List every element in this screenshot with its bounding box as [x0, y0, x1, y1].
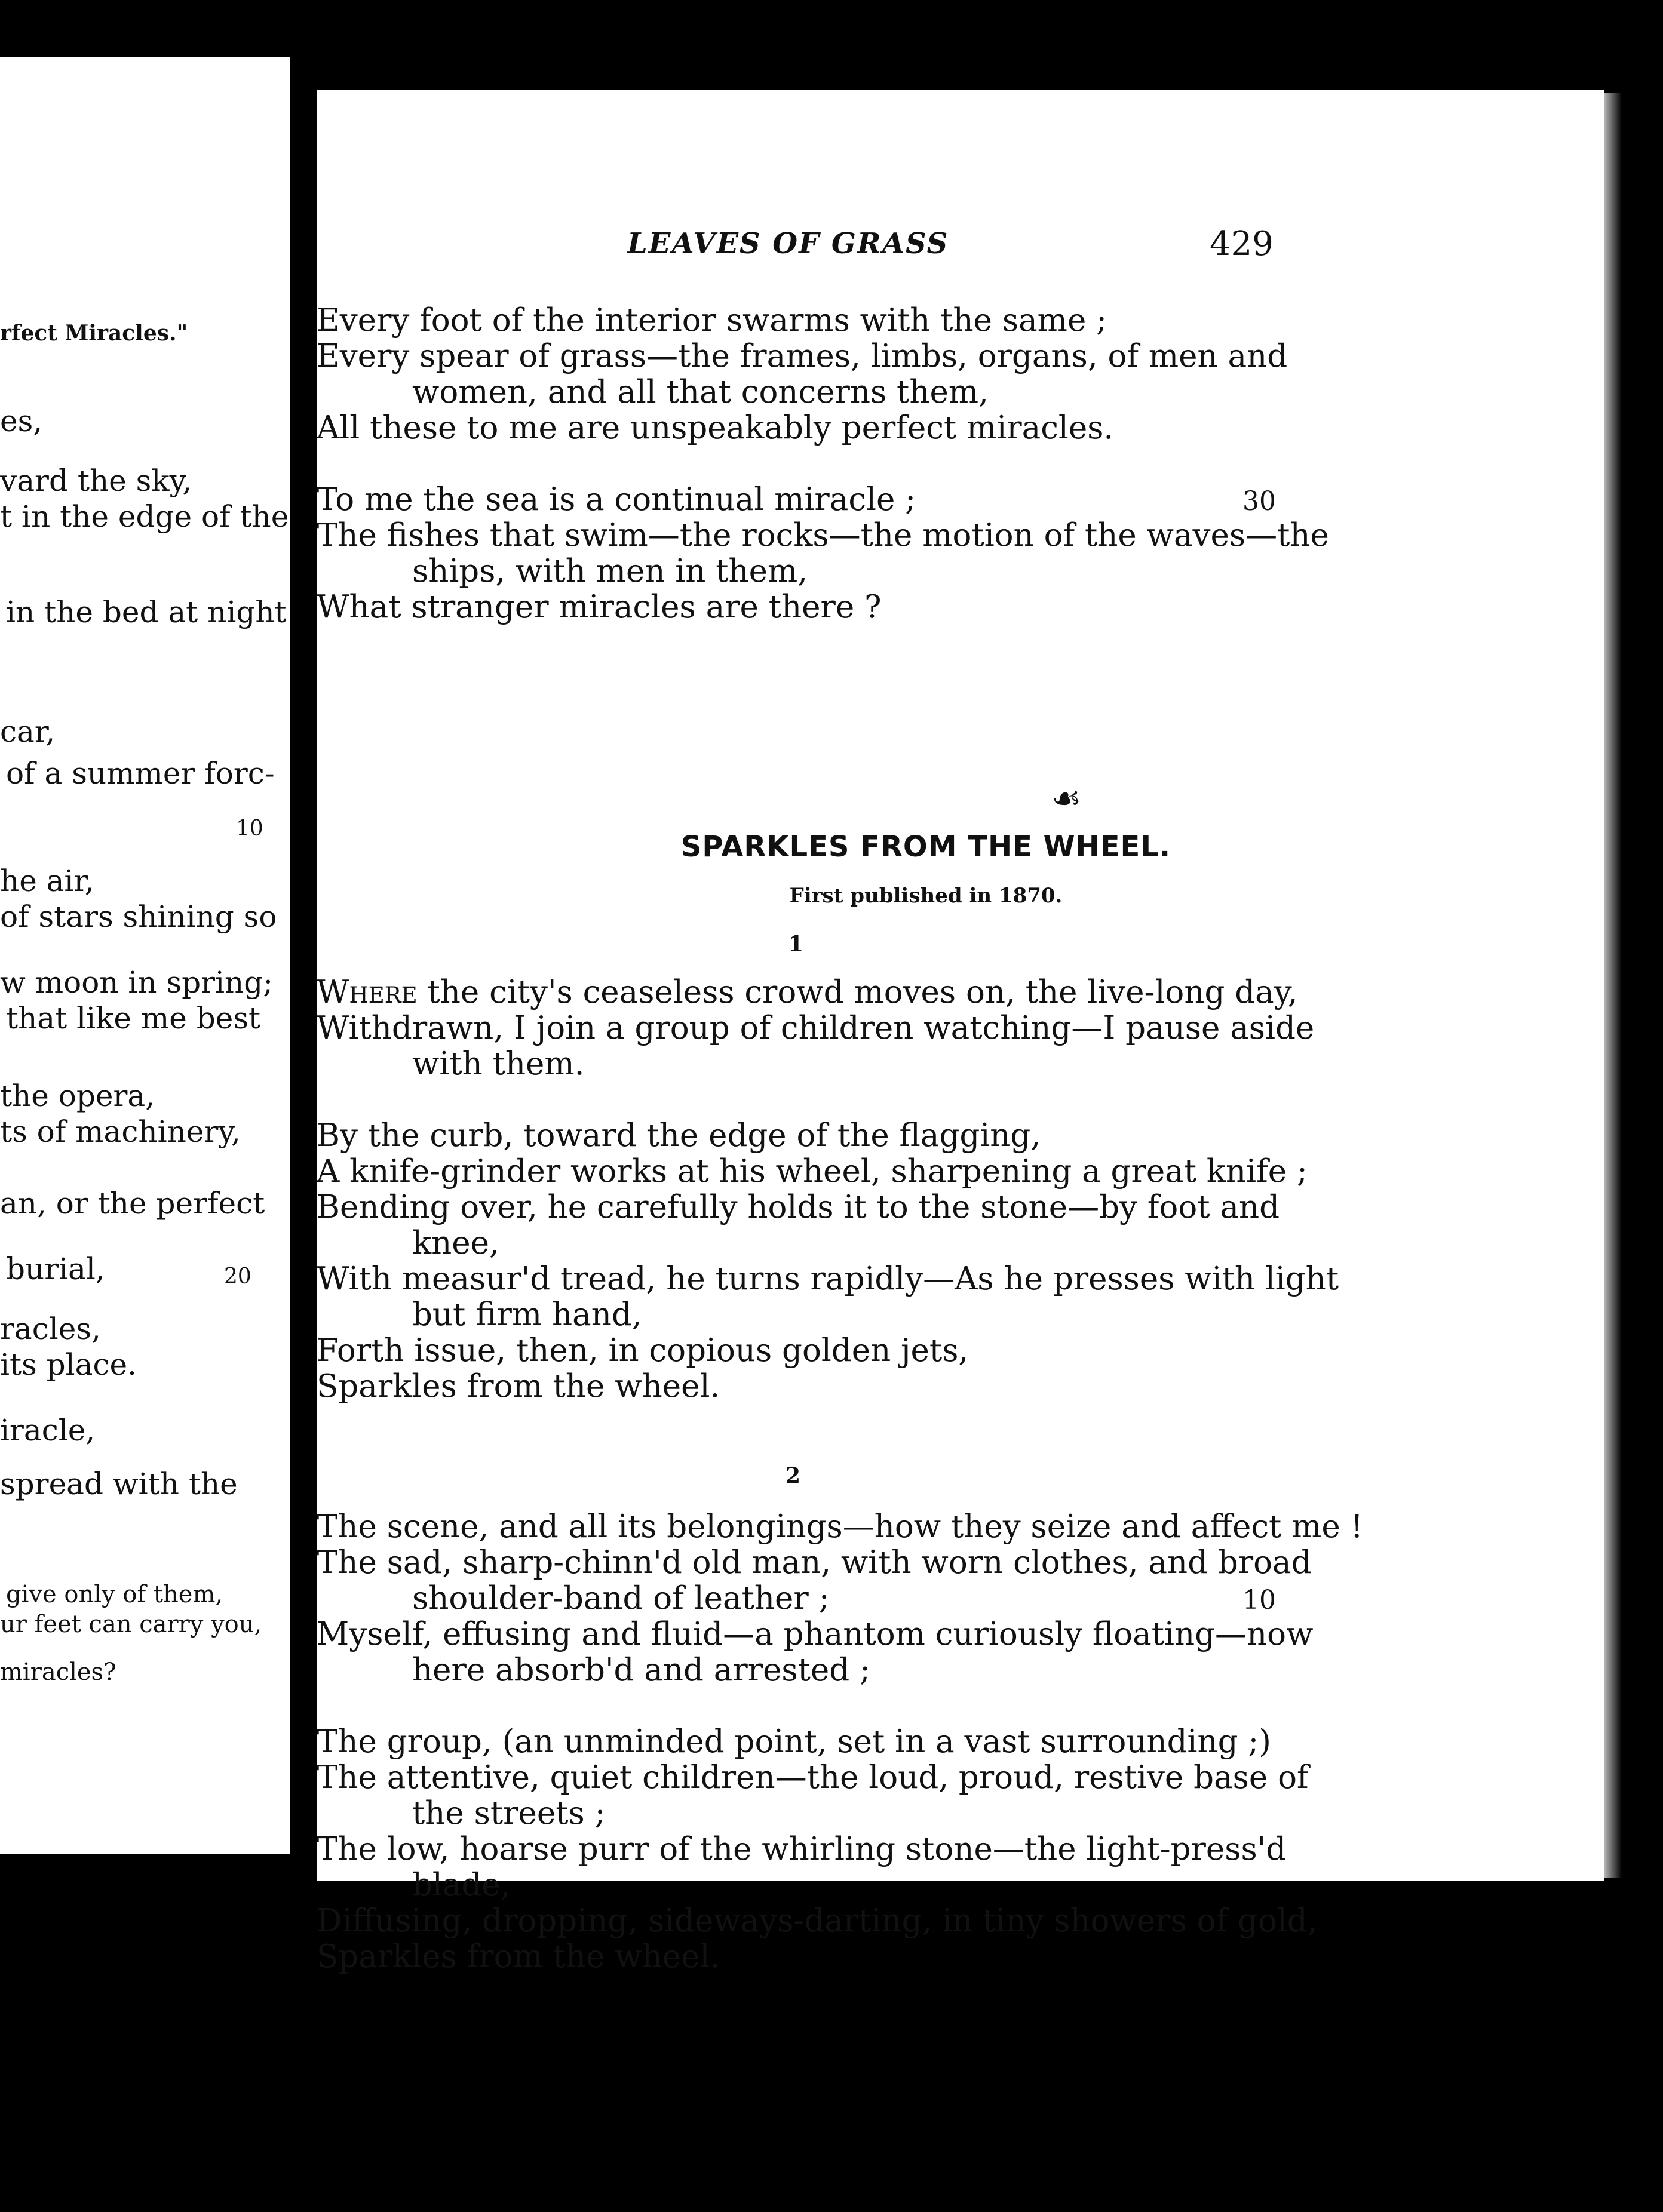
verse-text: By the curb, toward the edge of the flagging, [317, 1117, 1041, 1154]
verse-line [317, 1544, 1312, 1581]
left-text-fragment: es, [0, 404, 43, 438]
verse-text: ships, with men in them, [412, 553, 808, 589]
verse-line [412, 1048, 585, 1080]
left-text-fragment: in the bed at night [6, 595, 287, 629]
verse-line [317, 1117, 1041, 1154]
verse-text: Withdrawn, I join a group of children watching—I pause aside [317, 1010, 1315, 1046]
verse-line [412, 1869, 511, 1901]
verse-text: Every spear of grass—the frames, limbs, organs, of men and [317, 338, 1288, 374]
verse-line [412, 1299, 642, 1331]
verse-line [317, 1012, 1314, 1044]
verse-text: With measur'd tread, he turns rapidly—As he presses with light [317, 1261, 1339, 1297]
verse-line [317, 1905, 1318, 1937]
right-page [317, 90, 1604, 1975]
verse-line [317, 1723, 1271, 1760]
left-text-fragment: of stars shining so [0, 899, 277, 934]
verse-text: Sparkles from the wheel. [317, 1368, 720, 1405]
publication-note: First published in 1870. [789, 884, 1063, 908]
verse-text: shoulder-band of leather ; [412, 1580, 830, 1617]
left-text-fragment: racles, [0, 1311, 101, 1346]
verse-line [412, 555, 808, 587]
verse-text: The scene, and all its belongings—how they seize and affect me ! [317, 1509, 1363, 1545]
verse-line [317, 517, 1329, 554]
verse-line [317, 1368, 720, 1405]
verse-text: Myself, effusing and fluid—a phantom curiously floating—now [317, 1616, 1314, 1652]
verse-text: A knife-grinder works at his wheel, sharpening a great knife ; [317, 1153, 1308, 1190]
left-text-fragment: iracle, [0, 1413, 96, 1448]
verse-text: The fishes that swim—the rocks—the motion of the waves—the [317, 517, 1329, 554]
left-line-number: 20 [224, 1264, 251, 1289]
left-text-fragment: w moon in spring; [0, 965, 274, 1000]
verse-text: Forth issue, then, in copious golden jets, [317, 1332, 969, 1369]
left-text-fragment: give only of them, [6, 1581, 223, 1608]
verse-text: The group, (an unminded point, set in a vast surrounding ;) [317, 1723, 1271, 1760]
line-number: 30 [1242, 486, 1276, 517]
left-text-fragment: ur feet can carry you, [0, 1611, 262, 1638]
verse-line [317, 1263, 1339, 1295]
verse-text: the streets ; [412, 1795, 606, 1832]
verse-text: Bending over, he carefully holds it to the stone—by foot and [317, 1189, 1280, 1225]
verse-line [412, 1654, 870, 1686]
verse-text: but firm hand, [412, 1297, 642, 1333]
verse-line [412, 1580, 830, 1617]
initial-word: Where [317, 974, 418, 1010]
verse-text: women, and all that concerns them, [412, 374, 989, 410]
verse-line [317, 1191, 1280, 1223]
left-text-fragment: the opera, [0, 1079, 155, 1113]
verse-text: knee, [412, 1225, 499, 1261]
verse-text: the city's ceaseless crowd moves on, the live-long day, [417, 974, 1298, 1010]
verse-text: with them. [412, 1046, 585, 1082]
verse-line [317, 1938, 720, 1975]
verse-text: here absorb'd and arrested ; [412, 1652, 870, 1688]
verse-line [317, 1618, 1313, 1650]
verse-line [317, 591, 882, 623]
verse-line [317, 302, 1107, 339]
verse-line [317, 481, 916, 518]
verse-text: blade, [412, 1867, 511, 1903]
verse-text: The sad, sharp-chinn'd old man, with worn clothes, and broad [317, 1544, 1312, 1581]
verse-line [317, 412, 1113, 444]
verse-line [317, 1511, 1363, 1543]
left-text-fragment: ts of machinery, [0, 1114, 241, 1149]
verse-text: Sparkles from the wheel. [317, 1938, 720, 1975]
section-number-2: 2 [786, 1463, 801, 1488]
left-text-fragment: of a summer forc- [6, 756, 275, 791]
verse-line [317, 1153, 1308, 1190]
verse-line [317, 1332, 969, 1369]
verse-text: Diffusing, dropping, sideways-darting, in tiny showers of gold, [317, 1903, 1318, 1939]
left-text-fragment: its place. [0, 1347, 137, 1382]
poem-title: SPARKLES FROM THE WHEEL. [680, 830, 1171, 864]
verse-line [317, 1759, 1309, 1796]
verse-text: What stranger miracles are there ? [317, 589, 882, 625]
verse-text: Every foot of the interior swarms with the same ; [317, 302, 1107, 339]
running-head: LEAVES OF GRASS [627, 227, 949, 260]
left-text-fragment: he air, [0, 864, 94, 898]
left-line-number: 10 [236, 816, 263, 841]
left-text-fragment: an, or the perfect [0, 1186, 265, 1221]
section-number-1: 1 [788, 932, 804, 957]
book-gutter [290, 0, 317, 2212]
verse-text: The low, hoarse purr of the whirling stone—the light-press'd [317, 1831, 1287, 1867]
left-text-fragment: car, [0, 714, 56, 749]
left-page-fragment [0, 57, 290, 1854]
verse-text: The attentive, quiet children—the loud, proud, restive base of [317, 1759, 1309, 1796]
fleuron-ornament: ☙ [1051, 779, 1082, 818]
left-text-fragment: miracles? [0, 1658, 116, 1686]
left-text-fragment: spread with the [0, 1467, 238, 1501]
verse-line [317, 1833, 1286, 1865]
verse-line [412, 1227, 499, 1259]
left-text-fragment: vard the sky, [0, 463, 192, 498]
verse-line [317, 340, 1287, 372]
verse-line [412, 1795, 606, 1832]
page-edge-shadow [1604, 93, 1622, 1878]
verse-text: To me the sea is a continual miracle ; [317, 481, 916, 518]
left-text-fragment: burial, [6, 1252, 105, 1286]
left-text-fragment: t in the edge of the [0, 499, 289, 534]
line-number: 10 [1242, 1585, 1276, 1615]
left-text-fragment: that like me best [6, 1001, 261, 1036]
verse-line [317, 976, 1298, 1008]
verse-line [412, 376, 989, 408]
page-number: 429 [1210, 225, 1274, 263]
verse-text: All these to me are unspeakably perfect miracles. [317, 410, 1114, 446]
left-text-fragment: rfect Miracles." [0, 321, 188, 346]
